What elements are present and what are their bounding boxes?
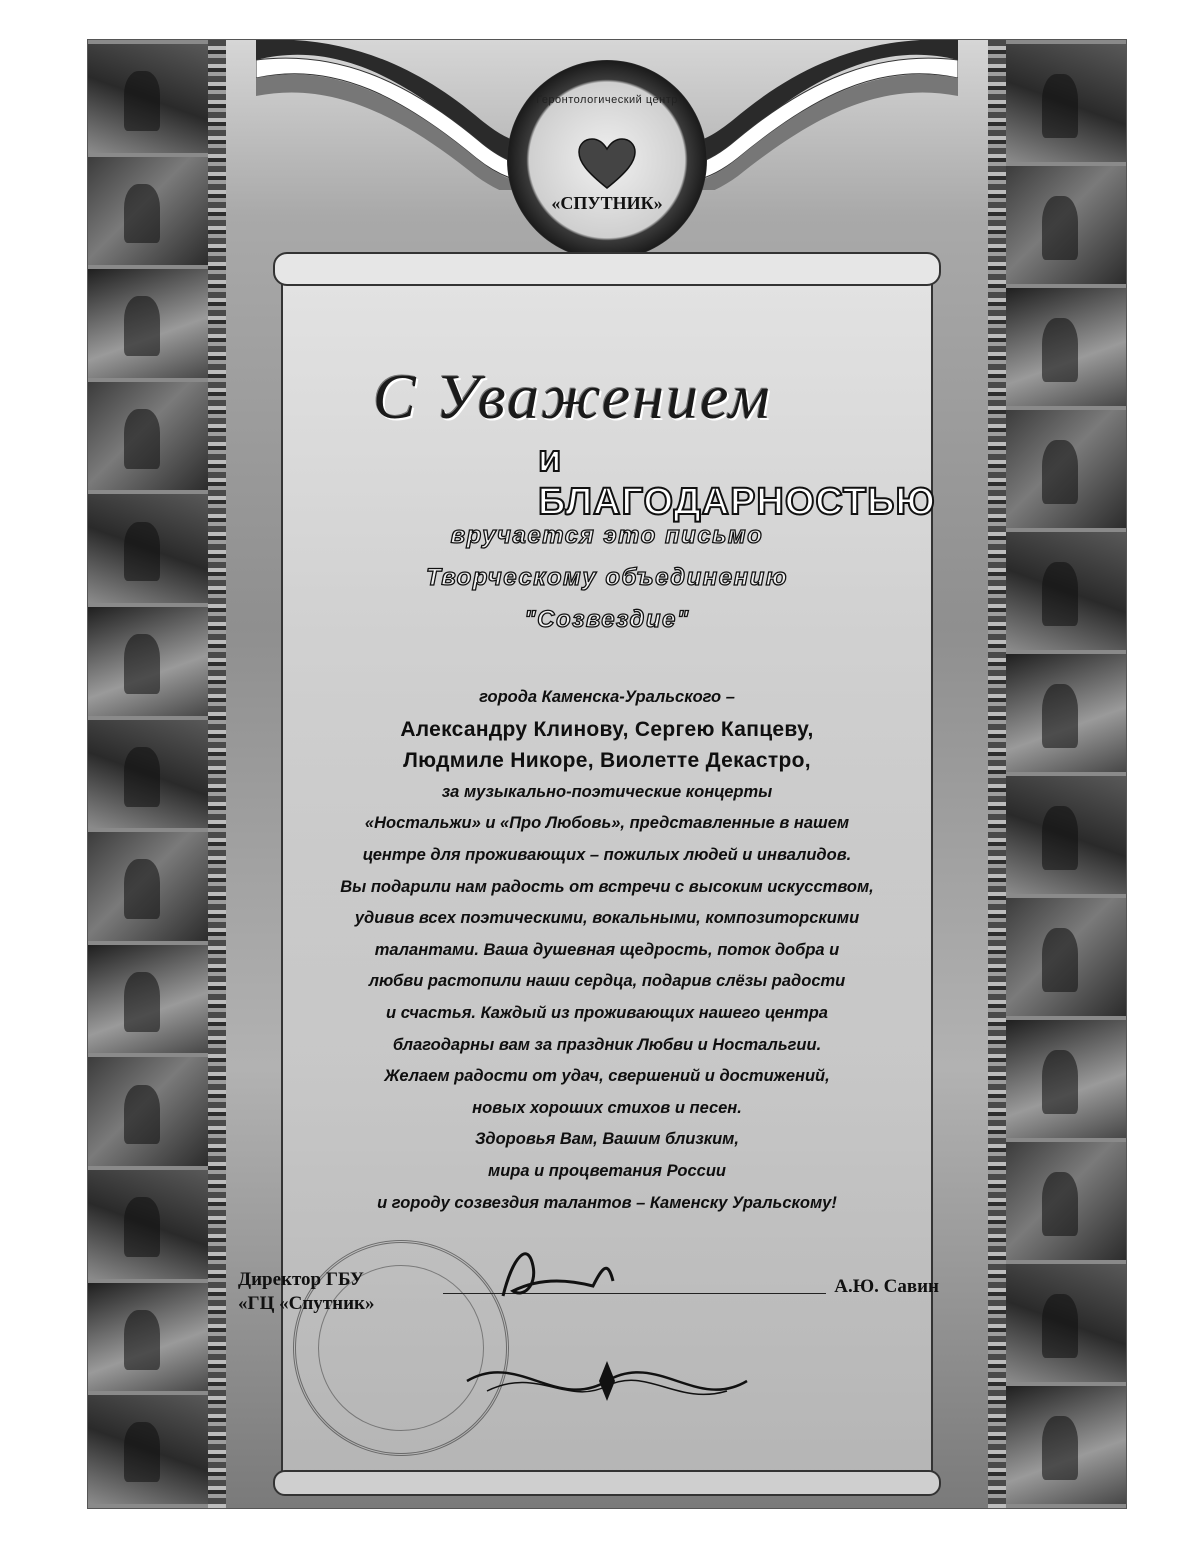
photo <box>1006 166 1126 284</box>
lead-line-1: вручается это письмо <box>450 522 764 549</box>
photo <box>1006 410 1126 528</box>
photo <box>1006 288 1126 406</box>
body-line: Людмиле Никоре, Виолетте Декастро, <box>403 749 811 773</box>
body-line: и городу созвездия талантов – Каменску Уральскому! <box>377 1193 837 1212</box>
signature-icon <box>483 1236 703 1306</box>
emblem-name: «СПУТНИК» <box>551 193 663 213</box>
signatory-role-line-1: Директор ГБУ <box>238 1269 364 1290</box>
photo-collage-right <box>1006 40 1126 1508</box>
body-line: новых хороших стихов и песен. <box>472 1098 742 1117</box>
photo-collage-left <box>88 40 208 1508</box>
body-line: Александру Клинову, Сергею Капцеву, <box>400 717 814 741</box>
scroll-roll-bottom <box>273 1470 941 1496</box>
body-line: мира и процветания России <box>488 1161 726 1180</box>
ornament-border-left <box>208 40 226 1508</box>
photo <box>88 1283 208 1392</box>
photo <box>1006 654 1126 772</box>
body-line: за музыкально-поэтические концерты <box>441 782 773 801</box>
emblem-arc-text: Геронтологический центр <box>536 94 678 106</box>
lead-line-3: "Созвездие" <box>524 606 690 633</box>
body-line: Вы подарили нам радость от встречи с высоким искусством, <box>340 877 874 896</box>
photo <box>1006 44 1126 162</box>
signatory-name: А.Ю. Савин <box>834 1276 939 1297</box>
letter-body <box>313 682 901 1219</box>
certificate-sheet <box>88 40 1126 1508</box>
photo <box>88 945 208 1054</box>
body-line: талантами. Ваша душевная щедрость, поток добра и <box>374 940 840 959</box>
signatory-role-line-2: «ГЦ «Спутник» <box>238 1293 375 1314</box>
photo <box>88 157 208 266</box>
body-line: удивив всех поэтическими, вокальными, композиторскими <box>354 909 860 928</box>
photo <box>1006 1386 1126 1504</box>
scroll-roll-top <box>273 252 941 286</box>
photo <box>88 494 208 603</box>
lead-line-2: Творческому объединению <box>425 564 788 591</box>
flourish-ornament-icon <box>457 1346 757 1416</box>
scroll-panel <box>238 268 939 1488</box>
center-panel <box>226 40 988 1508</box>
photo <box>1006 898 1126 1016</box>
photo <box>88 382 208 491</box>
photo <box>88 1395 208 1504</box>
photo <box>1006 1264 1126 1382</box>
photo <box>1006 1020 1126 1138</box>
body-line: любви растопили наши сердца, подарив слёзы радости <box>368 972 846 991</box>
photo <box>1006 1142 1126 1260</box>
photo <box>88 1057 208 1166</box>
photo <box>1006 776 1126 894</box>
body-line: Здоровья Вам, Вашим близким, <box>475 1130 739 1149</box>
signatory-role <box>238 1268 374 1316</box>
body-line: и счастья. Каждый из проживающих нашего центра <box>386 1003 828 1022</box>
heading-gratitude: и БЛАГОДАРНОСТЬЮ <box>538 438 936 523</box>
body-line: центре для проживающих – пожилых людей и инвалидов. <box>362 845 852 864</box>
photo <box>88 1170 208 1279</box>
photo <box>88 269 208 378</box>
photo <box>88 832 208 941</box>
body-line: «Ностальжи» и «Про Любовь», представленные в нашем <box>364 814 850 833</box>
heading-respect: С Уважением <box>373 361 772 432</box>
body-line: города Каменска-Уральского – <box>479 688 735 706</box>
photo <box>88 607 208 716</box>
body-line: благодарны вам за праздник Любви и Ностальгии. <box>392 1035 822 1054</box>
photo <box>88 720 208 829</box>
photo <box>88 44 208 153</box>
heart-in-hands-icon <box>577 138 637 192</box>
organization-emblem <box>507 60 707 260</box>
ornament-border-right <box>988 40 1006 1508</box>
body-line: Желаем радости от удач, свершений и достижений, <box>384 1067 830 1086</box>
photo <box>1006 532 1126 650</box>
